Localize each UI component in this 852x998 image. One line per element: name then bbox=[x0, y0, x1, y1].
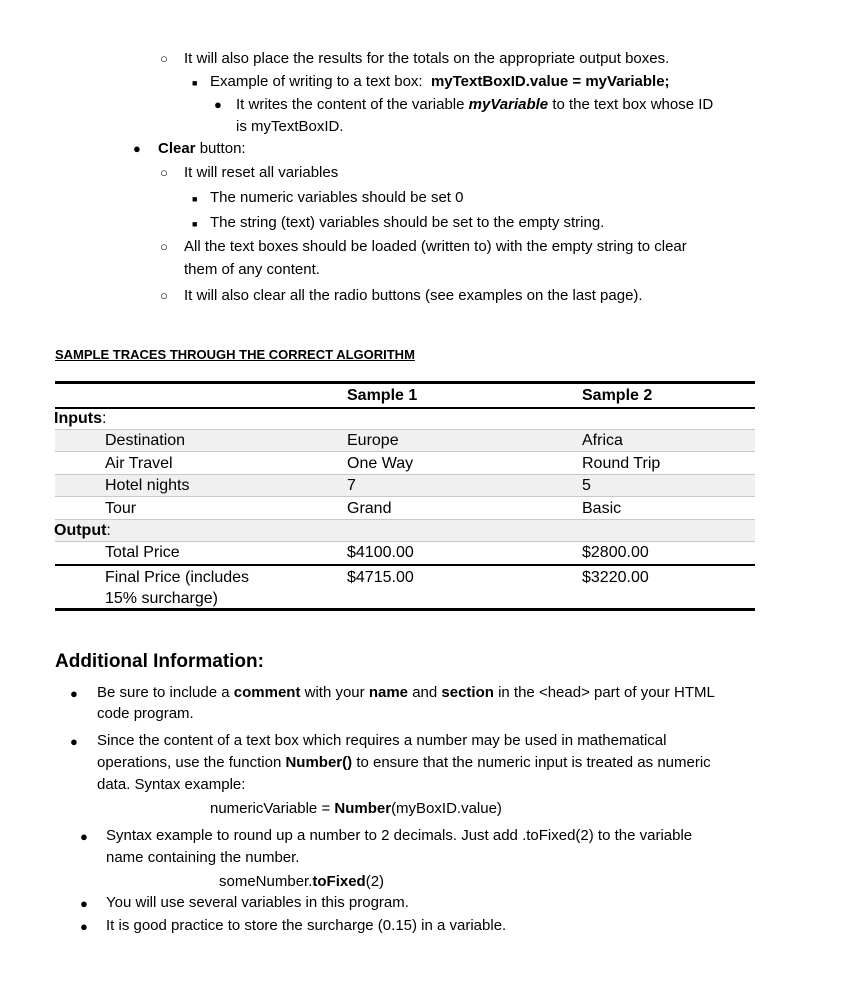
cell-sample-1: 7 bbox=[347, 477, 356, 494]
row-divider bbox=[55, 541, 755, 542]
colon: : bbox=[106, 522, 111, 539]
list-item-continued bbox=[97, 752, 711, 774]
text: to ensure that the numeric input is treated as numeric bbox=[356, 754, 711, 771]
code-example bbox=[210, 798, 502, 820]
inputs-label bbox=[54, 409, 106, 429]
bullet-icon: ● bbox=[80, 896, 88, 911]
list-item: The numeric variables should be set 0 bbox=[210, 189, 464, 206]
cell-sample-1: Europe bbox=[347, 432, 399, 449]
bullet-icon: ● bbox=[133, 141, 141, 156]
bold-code-text: toFixed bbox=[312, 873, 366, 890]
table-mid-rule bbox=[55, 564, 755, 566]
text: It writes the content of the variable bbox=[236, 96, 465, 113]
cell-sample-1: $4715.00 bbox=[347, 569, 414, 586]
row-label: Total Price bbox=[105, 544, 180, 561]
output-label-text: Output bbox=[54, 522, 107, 539]
code-text: (myBoxID.value) bbox=[391, 800, 502, 817]
list-item-continued: is myTextBoxID. bbox=[236, 118, 344, 135]
cell-sample-2: Africa bbox=[582, 432, 623, 449]
list-item bbox=[236, 94, 713, 116]
bold-text: Number() bbox=[285, 754, 353, 771]
column-header-sample-2: Sample 2 bbox=[582, 387, 653, 404]
row-label-continued: 15% surcharge) bbox=[105, 590, 218, 607]
list-item-continued: data. Syntax example: bbox=[97, 776, 246, 793]
row-label: Destination bbox=[105, 432, 186, 449]
row-label: Final Price (includes bbox=[105, 569, 250, 586]
text: Example of writing to a text box: bbox=[210, 73, 423, 90]
bold-code-text: Number bbox=[334, 800, 392, 817]
row-label: Tour bbox=[105, 500, 137, 517]
text: in the <head> part of your HTML bbox=[498, 684, 715, 701]
list-item bbox=[97, 682, 715, 704]
clear-label: Clear bbox=[158, 140, 196, 157]
output-label bbox=[54, 521, 111, 541]
circle-bullet-icon: ○ bbox=[160, 239, 168, 254]
code-text: (2) bbox=[365, 873, 385, 890]
bullet-icon: ● bbox=[70, 686, 78, 701]
bullet-icon: ● bbox=[80, 919, 88, 934]
list-item bbox=[210, 71, 670, 93]
variable-name: myVariable bbox=[468, 96, 549, 113]
table-row-bg bbox=[55, 520, 755, 541]
list-item-continued: them of any content. bbox=[184, 261, 320, 278]
circle-bullet-icon: ○ bbox=[160, 288, 168, 303]
bold-text: name bbox=[368, 684, 409, 701]
colon: : bbox=[102, 410, 107, 427]
cell-sample-2: 5 bbox=[582, 477, 591, 494]
cell-sample-2: Round Trip bbox=[582, 455, 661, 472]
text: button: bbox=[199, 140, 246, 157]
square-bullet-icon: ■ bbox=[192, 78, 198, 88]
cell-sample-2: $2800.00 bbox=[582, 544, 649, 561]
list-item: You will use several variables in this program. bbox=[106, 894, 409, 911]
code-text: numericVariable = bbox=[210, 800, 331, 817]
list-item: Since the content of a text box which requires a number may be used in mathematical bbox=[97, 732, 667, 749]
bold-text: section bbox=[441, 684, 494, 701]
text: operations, use the function bbox=[97, 754, 282, 771]
text: and bbox=[412, 684, 438, 701]
cell-sample-2: Basic bbox=[582, 500, 622, 517]
traces-title: SAMPLE TRACES THROUGH THE CORRECT ALGORITHM bbox=[55, 347, 415, 362]
circle-bullet-icon: ○ bbox=[160, 165, 168, 180]
list-item: Syntax example to round up a number to 2 decimals. Just add .toFixed(2) to the variable bbox=[106, 827, 693, 844]
cell-sample-1: One Way bbox=[347, 455, 414, 472]
inputs-label-text: Inputs bbox=[54, 410, 102, 427]
cell-sample-1: Grand bbox=[347, 500, 392, 517]
square-bullet-icon: ■ bbox=[192, 194, 198, 204]
table-header-rule bbox=[55, 407, 755, 409]
list-item bbox=[158, 138, 246, 160]
table-bottom-rule bbox=[55, 608, 755, 611]
additional-heading: Additional Information: bbox=[55, 651, 264, 672]
bullet-icon: ● bbox=[80, 829, 88, 844]
list-item: It is good practice to store the surcharge (0.15) in a variable. bbox=[106, 917, 507, 934]
text: with your bbox=[304, 684, 365, 701]
square-bullet-icon: ■ bbox=[192, 219, 198, 229]
row-divider bbox=[55, 451, 755, 452]
list-item-continued: name containing the number. bbox=[106, 849, 300, 866]
list-item-continued: code program. bbox=[97, 705, 194, 722]
code-text: myTextBoxID.value = myVariable; bbox=[430, 73, 670, 90]
code-text: someNumber. bbox=[219, 873, 313, 890]
circle-bullet-icon: ○ bbox=[160, 51, 168, 66]
cell-sample-1: $4100.00 bbox=[347, 544, 414, 561]
table-top-rule bbox=[55, 381, 755, 384]
list-item: The string (text) variables should be set to the empty string. bbox=[210, 214, 605, 231]
text: to the text box whose ID bbox=[552, 96, 714, 113]
row-label: Air Travel bbox=[105, 455, 173, 472]
list-item: It will also clear all the radio buttons (see examples on the last page). bbox=[184, 287, 643, 304]
list-item: All the text boxes should be loaded (written to) with the empty string to clear bbox=[184, 238, 687, 255]
column-header-sample-1: Sample 1 bbox=[347, 387, 418, 404]
list-item: It will reset all variables bbox=[184, 164, 339, 181]
cell-sample-2: $3220.00 bbox=[582, 569, 649, 586]
list-item: It will also place the results for the totals on the appropriate output boxes. bbox=[184, 50, 670, 67]
bullet-icon: ● bbox=[70, 734, 78, 749]
bullet-icon: ● bbox=[214, 97, 222, 112]
code-example bbox=[219, 871, 384, 893]
text: Be sure to include a bbox=[97, 684, 230, 701]
row-divider bbox=[55, 496, 755, 497]
bold-text: comment bbox=[233, 684, 301, 701]
row-label: Hotel nights bbox=[105, 477, 190, 494]
